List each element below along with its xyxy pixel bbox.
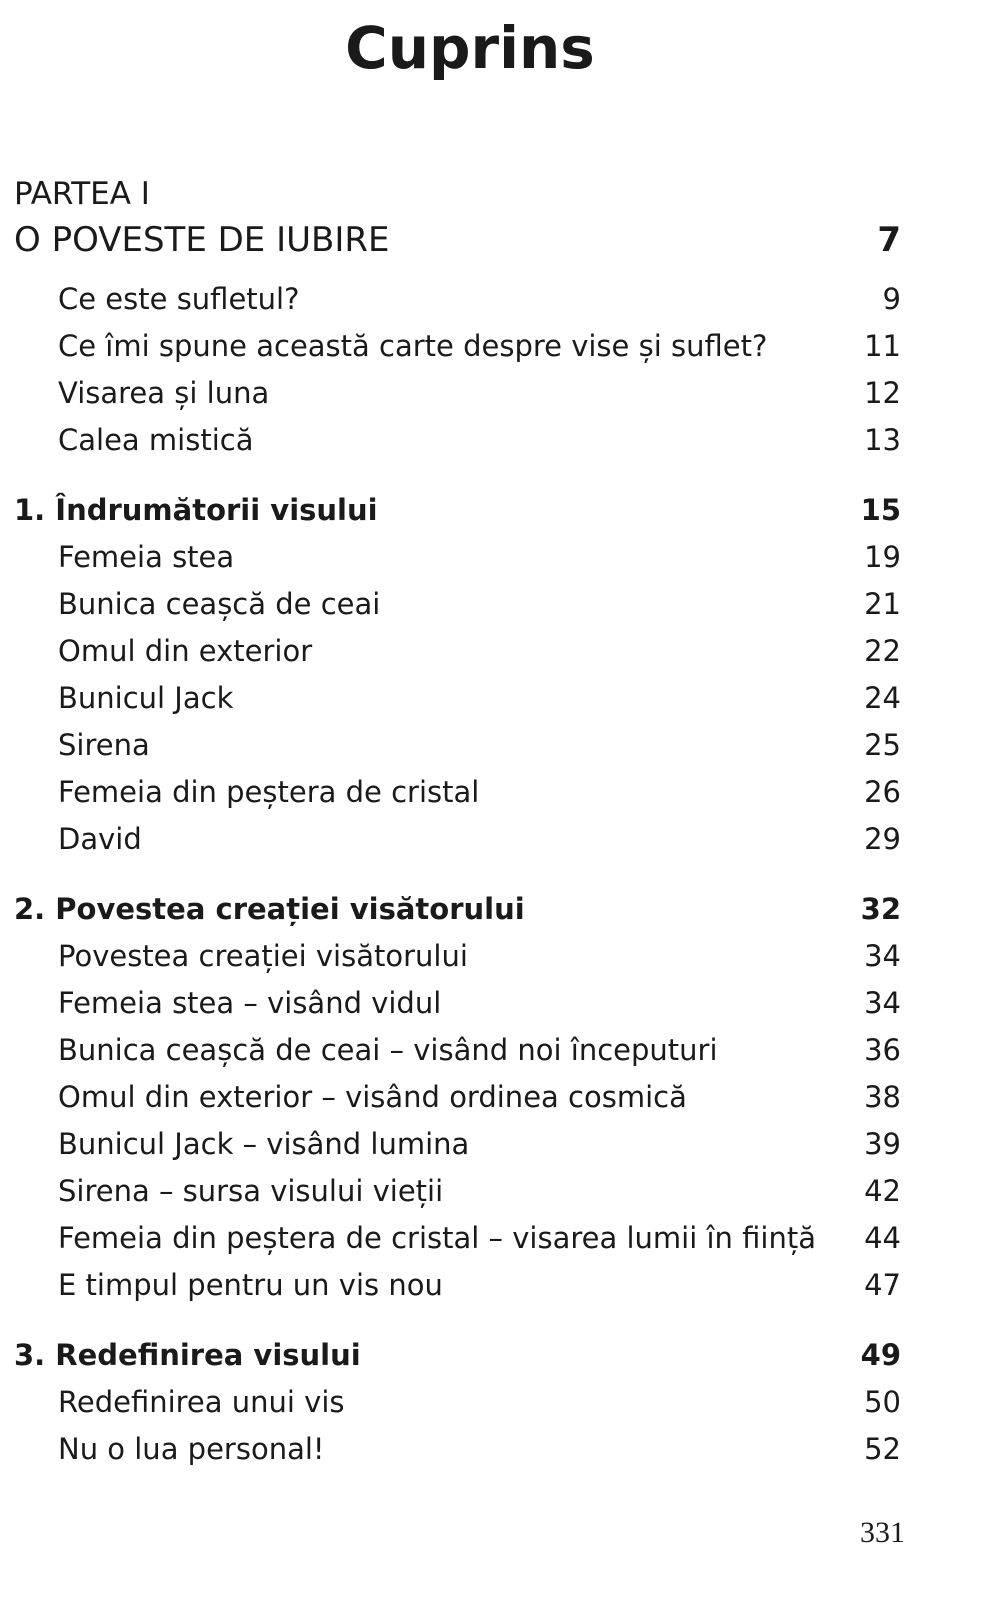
toc-entry-title: Bunicul Jack [58,681,234,715]
toc-entry-page: 39 [864,1127,901,1161]
toc-entry-title: Omul din exterior [58,634,313,668]
toc-entry [14,371,901,415]
toc-entry [14,582,901,626]
toc-entry-title: Calea mistică [58,423,254,457]
toc-entry-title: David [58,822,142,856]
toc-entry-page: 13 [864,423,901,457]
toc-entry-page: 26 [864,775,901,809]
toc-entry [14,277,901,321]
toc-entry [14,1380,901,1424]
toc-entry [14,676,901,720]
toc-entry [14,817,901,861]
toc-entry-title: Ce este sufletul? [58,282,300,316]
toc-entry-title: Visarea și luna [58,376,270,410]
toc-entry-title: Bunica ceașcă de ceai – visând noi începuturi [58,1033,718,1067]
toc-entry [14,324,901,368]
toc-entry-title: E timpul pentru un vis nou [58,1268,443,1302]
toc-entry-title: Sirena – sursa visului vieții [58,1174,444,1208]
toc-entry-page: 12 [864,376,901,410]
toc-entry-title: Femeia din peștera de cristal [58,775,480,809]
page-title: Cuprins [345,14,595,82]
toc-entry-page: 52 [864,1432,901,1466]
toc-entry [14,1075,901,1119]
toc-section-page: 32 [860,892,901,926]
toc-entry [14,535,901,579]
toc-entry-page: 24 [864,681,901,715]
toc-entry [14,1169,901,1213]
toc-entry [14,723,901,767]
toc-section-heading [14,1333,901,1377]
toc-entry [14,1028,901,1072]
toc-entry-title: Omul din exterior – visând ordinea cosmică [58,1080,687,1114]
toc-entry-page: 34 [864,939,901,973]
toc-entry-title: Redefinirea unui vis [58,1385,345,1419]
toc-entry-title: Bunica ceașcă de ceai [58,587,381,621]
toc-entry [14,1263,901,1307]
toc-entry-page: 19 [864,540,901,574]
toc-entry-page: 34 [864,986,901,1020]
part-heading-title: O POVESTE DE IUBIRE [14,220,390,260]
toc-entry-page: 42 [864,1174,901,1208]
part-label: PARTEA I [14,176,150,212]
toc-entry-page: 50 [864,1385,901,1419]
toc-entry-title: Femeia stea [58,540,235,574]
toc-section-title: 1. Îndrumătorii visului [14,493,378,527]
toc-entry-page: 29 [864,822,901,856]
toc-entry-title: Bunicul Jack – visând lumina [58,1127,470,1161]
toc-entry [14,418,901,462]
toc-entry-page: 25 [864,728,901,762]
toc-entry-page: 44 [864,1221,901,1255]
toc-entry-page: 47 [864,1268,901,1302]
toc-entry-page: 36 [864,1033,901,1067]
part-heading [14,218,901,262]
toc-entry-title: Femeia din peștera de cristal – visarea lumii în ființă [58,1221,816,1255]
toc-entry-page: 21 [864,587,901,621]
toc-section-heading [14,887,901,931]
toc-entry-title: Ce îmi spune această carte despre vise și suflet? [58,329,768,363]
toc-entry [14,1122,901,1166]
toc-entry-page: 9 [882,282,901,316]
toc-section-title: 3. Redefinirea visului [14,1338,361,1372]
toc-entry [14,770,901,814]
part-heading-page: 7 [877,220,901,260]
toc-section-heading [14,488,901,532]
toc-section-page: 49 [860,1338,901,1372]
toc-entry [14,1216,901,1260]
toc-entry-page: 22 [864,634,901,668]
toc-entry-title: Sirena [58,728,150,762]
toc-entry-title: Povestea creației visătorului [58,939,468,973]
toc-entry [14,981,901,1025]
toc-entry-title: Nu o lua personal! [58,1432,325,1466]
toc-entry-page: 11 [864,329,901,363]
toc-entry-page: 38 [864,1080,901,1114]
toc-entry [14,1427,901,1471]
toc-entry-title: Femeia stea – visând vidul [58,986,442,1020]
toc-section-page: 15 [860,493,901,527]
toc-section-title: 2. Povestea creației visătorului [14,892,525,926]
toc-entry [14,629,901,673]
toc-entry [14,934,901,978]
page-number: 331 [860,1516,905,1549]
